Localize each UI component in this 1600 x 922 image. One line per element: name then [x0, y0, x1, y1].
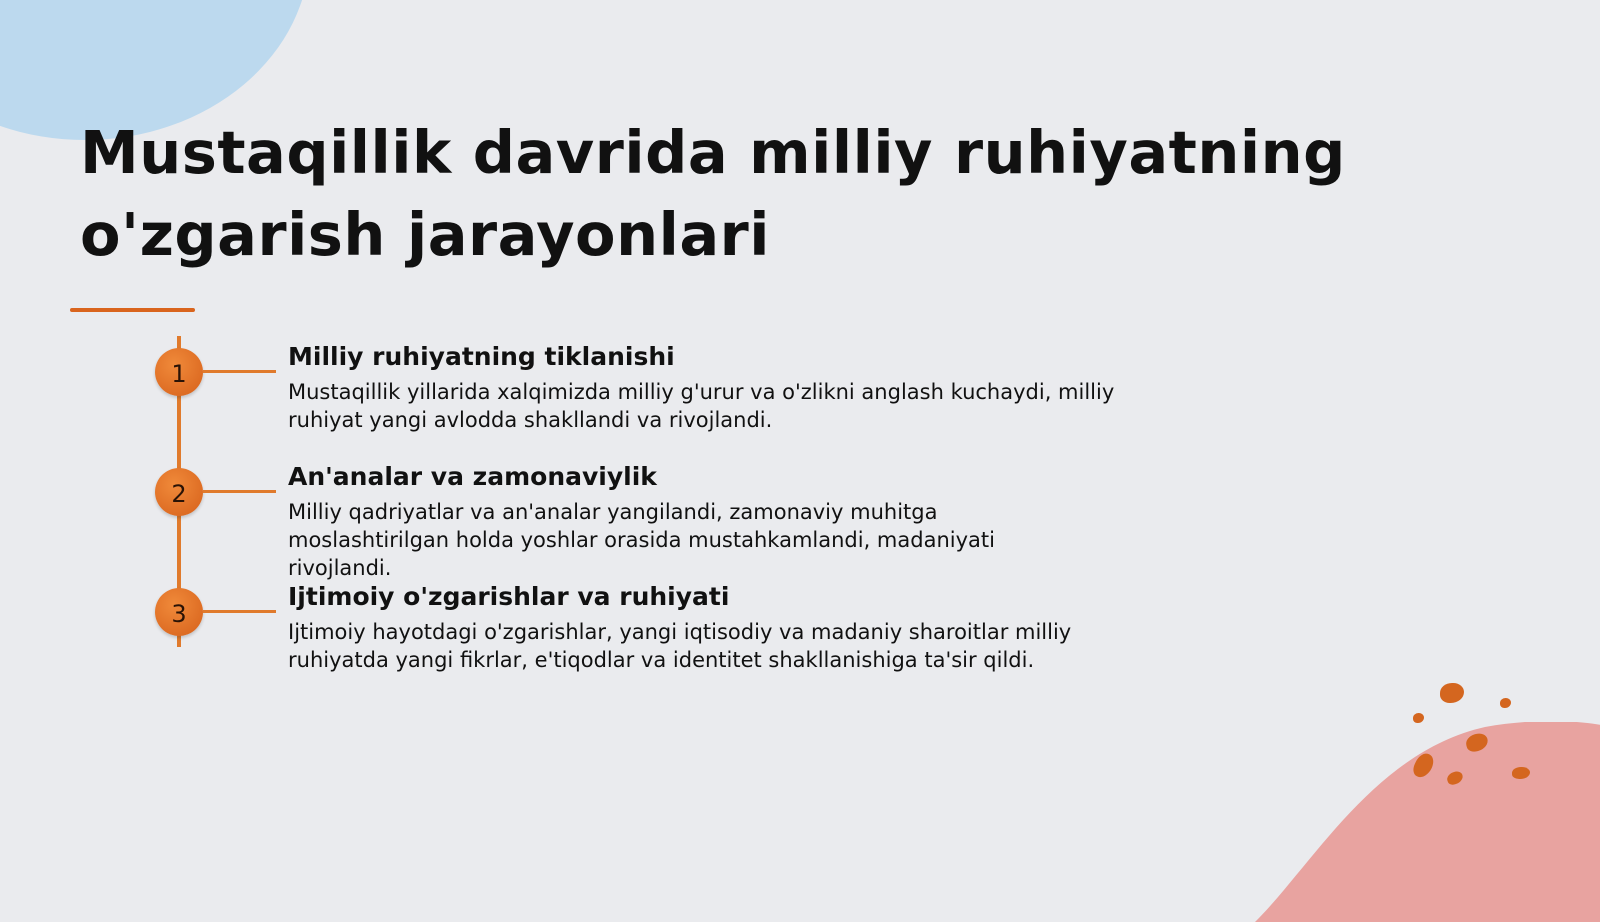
step-number-badge: 3 [155, 588, 203, 636]
title-underline [70, 308, 195, 312]
step-connector [203, 490, 276, 493]
step-description: Mustaqillik yillarida xalqimizda milliy g'urur va o'zlikni anglash kuchaydi, milliy ruhiyat yangi avlodda shakllandi va rivojlandi. [288, 380, 1115, 432]
step-title: Ijtimoiy o'zgarishlar va ruhiyati [288, 582, 730, 611]
step-description: Ijtimoiy hayotdagi o'zgarishlar, yangi iqtisodiy va madaniy sharoitlar milliy ruhiyatda yangi fikrlar, e'tiqodlar va identitet shakllanishiga ta'sir qildi. [288, 620, 1072, 672]
step-number-badge: 1 [155, 348, 203, 396]
step-title: An'analar va zamonaviylik [288, 462, 657, 491]
step-title: Milliy ruhiyatning tiklanishi [288, 342, 675, 371]
step-connector [203, 370, 276, 373]
decorative-pink-blob [1255, 722, 1600, 922]
slide-title: Mustaqillik davrida milliy ruhiyatning o'zgarish jarayonlari [80, 118, 1346, 269]
step-description: Milliy qadriyatlar va an'analar yangilandi, zamonaviy muhitga moslashtirilgan holda yoshlar orasida mustahkamlandi, madaniyati rivojlandi. [288, 500, 995, 580]
decorative-leaf [1500, 698, 1511, 708]
decorative-leaf [1440, 683, 1464, 703]
step-connector [203, 610, 276, 613]
step-number-badge: 2 [155, 468, 203, 516]
